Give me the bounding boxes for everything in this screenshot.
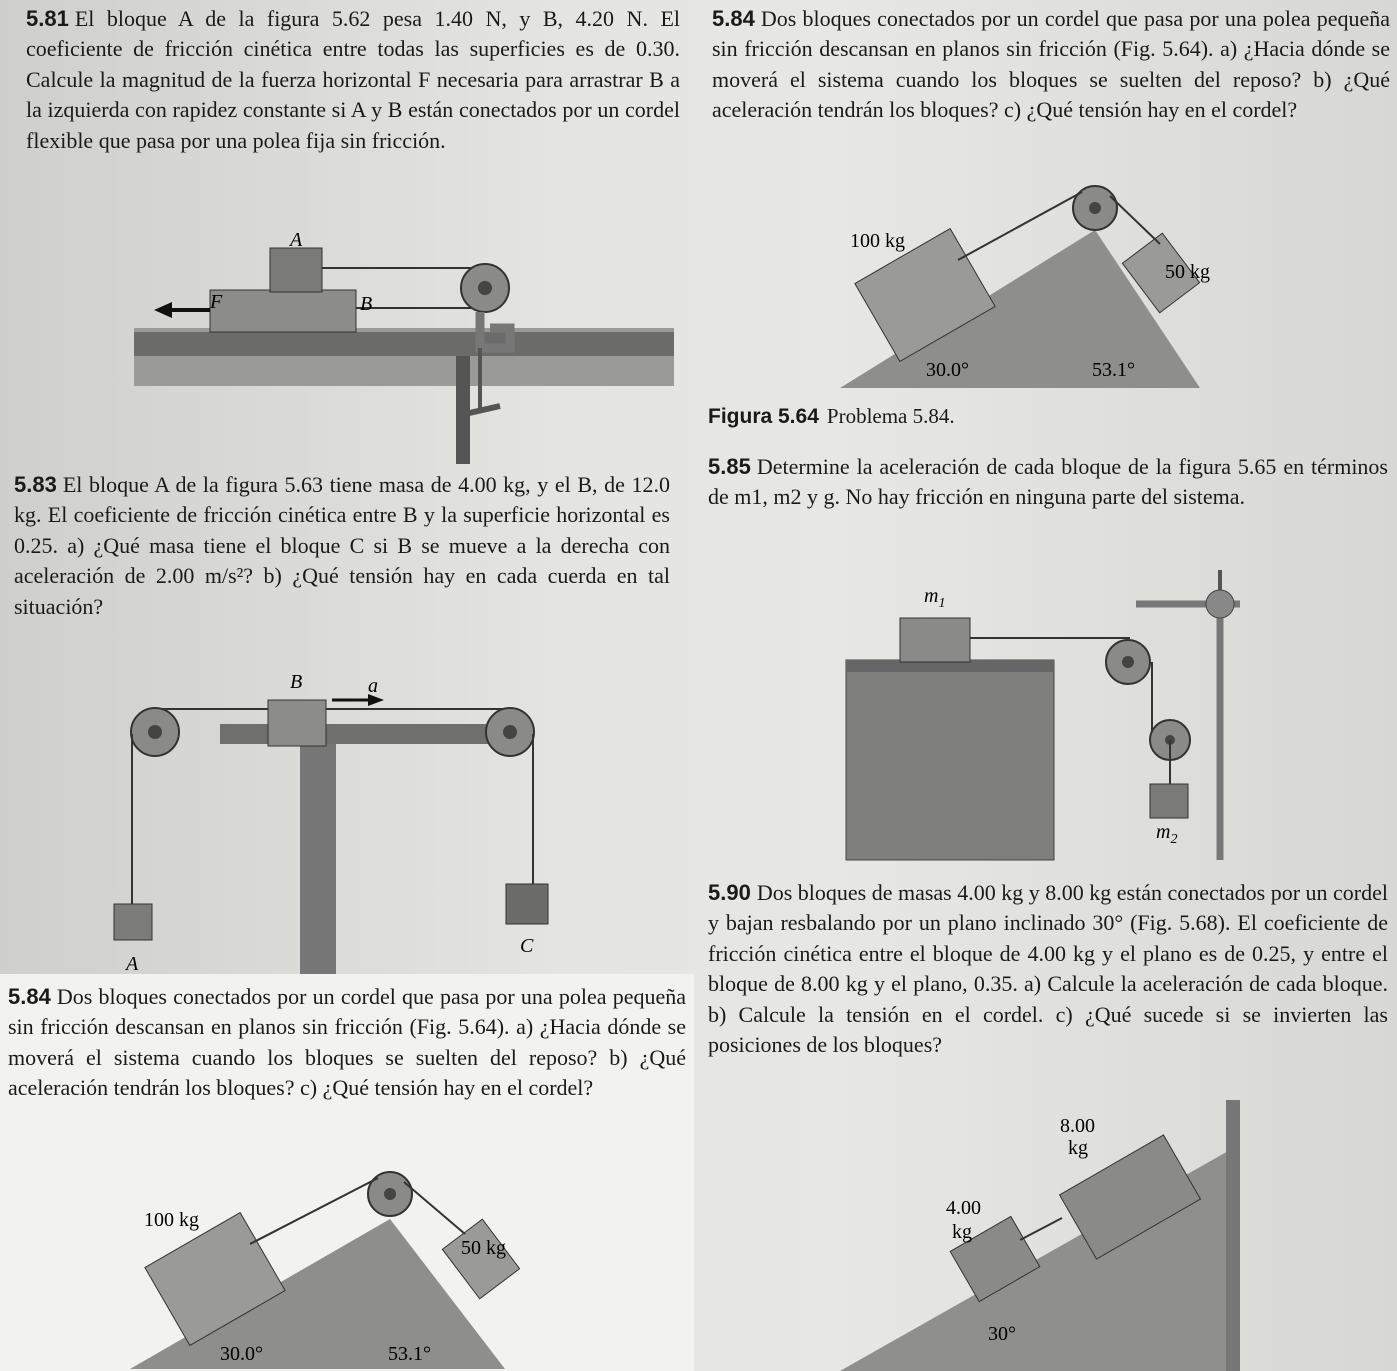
problem-5-81 — [26, 4, 680, 156]
label-C: C — [520, 935, 534, 957]
mass-big-line1: 8.00 — [1060, 1115, 1095, 1137]
mass-big-line2: kg — [1068, 1137, 1088, 1159]
label-m2: m — [1156, 821, 1171, 843]
repeated-panel-5-84 — [0, 974, 694, 1371]
figure-5-68 — [830, 1100, 1390, 1371]
caption-text: Problema 5.84. — [826, 404, 955, 428]
label-m2-sub: 2 — [1170, 832, 1178, 847]
figure-5-64 — [830, 180, 1210, 390]
figure-5-64-repeat — [120, 1164, 520, 1371]
label-m1-sub: 1 — [938, 596, 946, 611]
mass-right: 50 kg — [1165, 261, 1210, 283]
problem-text: Dos bloques conectados por un cordel que pasa por una polea pequeña sin fricción descansan en planos sin fricción (Fig. 5.64). a) ¿Hacia dónde se moverá el sistema cuando los bloques se suelten del reposo? b) ¿Qué aceleración tendrán los bloques? c) ¿Qué tensión hay en el cordel? — [712, 6, 1390, 123]
mass-right: 50 kg — [461, 1237, 506, 1259]
problem-text: Dos bloques conectados por un cordel que pasa por una polea pequeña sin fricción descansan en planos sin fricción (Fig. 5.64). a) ¿Hacia dónde se moverá el sistema cuando los bloques se suelten del reposo? b) ¿Qué aceleración tendrán los bloques? c) ¿Qué tensión hay en el cordel? — [8, 984, 686, 1101]
problem-number: 5.81 — [26, 6, 69, 31]
mass-small-line1: 4.00 — [946, 1197, 981, 1219]
mass-left: 100 kg — [144, 1209, 199, 1231]
svg-text:m1 — [924, 585, 945, 611]
problem-5-83 — [14, 470, 670, 622]
label-A: A — [290, 229, 303, 251]
mass-small-line2: kg — [952, 1221, 972, 1243]
label-B: B — [360, 293, 373, 315]
angle-left: 30.0° — [220, 1343, 263, 1365]
problem-text: El bloque A de la figura 5.62 pesa 1.40 N, y B, 4.20 N. El coeficiente de fricción cinética entre todas las superficies es de 0.30. Calcule la magnitud de la fuerza horizontal F necesaria para arrastrar B a la izquierda con rapidez constante si A y B están conectados por un cordel flexible que pasa por una polea fija sin fricción. — [26, 6, 680, 153]
svg-text:m2 — [1156, 821, 1177, 847]
angle-right: 53.1° — [1092, 359, 1135, 381]
problem-text: Determine la aceleración de cada bloque de la figura 5.65 en términos de m1, m2 y g. No hay fricción en ninguna parte del sistema. — [708, 454, 1388, 510]
problem-text: El bloque A de la figura 5.63 tiene masa de 4.00 kg, y el B, de 12.0 kg. El coeficiente de fricción cinética entre B y la superficie horizontal es 0.25. a) ¿Qué masa tiene el bloque C si B se mueve a la derecha con aceleración de 2.00 m/s²? b) ¿Qué tensión hay en cada cuerda en tal situación? — [14, 472, 670, 619]
mass-left: 100 kg — [850, 230, 905, 252]
label-A: A — [126, 953, 139, 974]
problem-number: 5.84 — [8, 984, 51, 1009]
label-F: F — [210, 291, 223, 313]
problem-5-90 — [708, 878, 1388, 1060]
caption-figure-5-64 — [708, 404, 955, 429]
problem-5-84 — [712, 4, 1390, 126]
angle-left: 30.0° — [926, 359, 969, 381]
label-m1: m — [924, 585, 939, 607]
angle-label: 30° — [988, 1323, 1016, 1345]
problem-number: 5.83 — [14, 472, 57, 497]
problem-5-85 — [708, 452, 1388, 513]
label-B: B — [290, 671, 303, 693]
problem-number: 5.84 — [712, 6, 755, 31]
caption-figure-label: Figura 5.64 — [708, 405, 819, 428]
problem-5-84-repeat — [8, 982, 686, 1104]
label-a: a — [368, 675, 378, 697]
figure-5-65 — [840, 560, 1260, 870]
problem-text: Dos bloques de masas 4.00 kg y 8.00 kg están conectados por un cordel y bajan resbalando por un plano inclinado 30° (Fig. 5.68). El coeficiente de fricción cinética entre el bloque de 4.00 kg y el plano es de 0.25, y entre el bloque de 8.00 kg y el plano, 0.35. a) Calcule la aceleración de cada bloque. b) Calcule la tensión en el cordel. c) ¿Qué sucede si se invierten las posiciones de los bloques? — [708, 880, 1388, 1058]
problem-number: 5.90 — [708, 880, 751, 905]
figure-5-63 — [100, 664, 660, 974]
problem-number: 5.85 — [708, 454, 751, 479]
angle-right: 53.1° — [388, 1343, 431, 1365]
figure-5-62 — [130, 228, 690, 468]
